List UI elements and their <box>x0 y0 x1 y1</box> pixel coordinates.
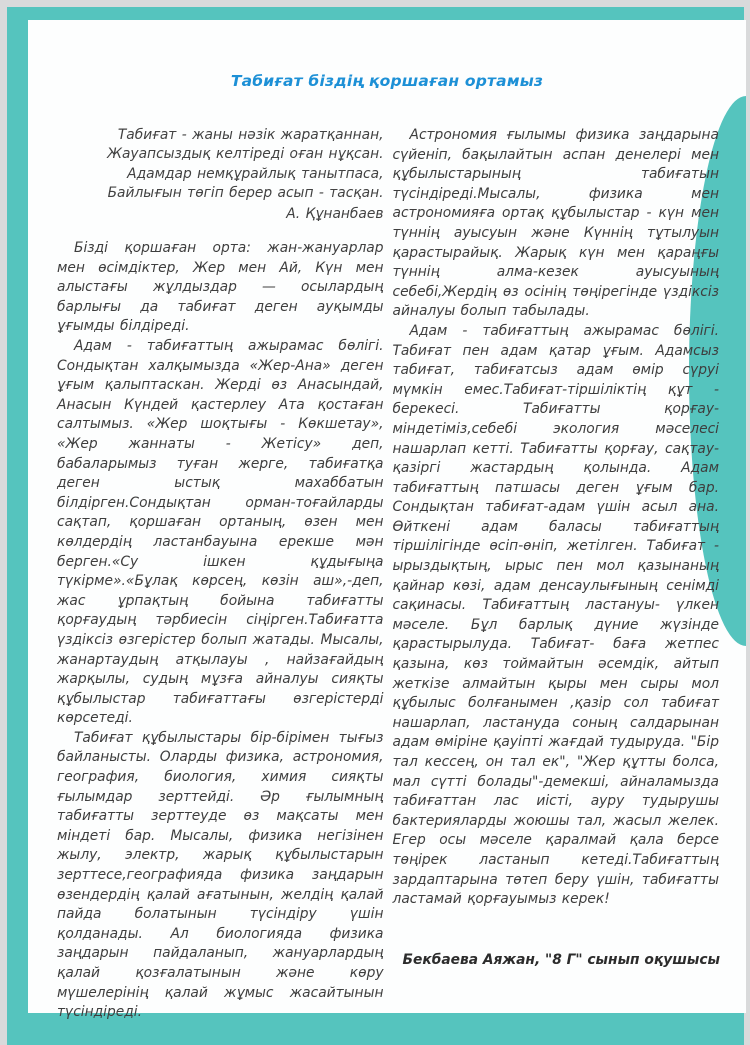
epigraph-author: А. Құнанбаев <box>286 205 384 222</box>
epigraph-line: Жауапсыздық келтіреді оған нұқсан. <box>107 146 384 163</box>
text-columns <box>57 126 719 1023</box>
author-signature: Бекбаева Аяжан, "8 Г" сынып оқушысы <box>402 952 720 968</box>
paragraph: Адам - табиғаттың ажырамас бөлігі. Табиғат пен адам қатар ұғым. Адамсыз табиғат, табиғатсыз адам өмір сүруі мүмкін емес.Табиғат-тіршіліктің құт - берекесі. Табиғатты қорғау- міндетіміз,себебі экология мәселесі нашарлап кетті. Табиғатты қорғау, сақтау- қазіргі жастардың қолында. Адам табиғаттың патшасы деген ұғым бар. Сондықтан табиғат-адам үшін асыл ана. Өйткені адам баласы табиғаттың тіршілігінде өсіп-өніп, жетілген. Табиғат - ырыздықтың, ырыс пен мол қазынаның қайнар көзі, адам денсаулығының сенімді сақинасы. Табиғаттың ластануы- үлкен мәселе. Бұл барлық дүние жүзінде қарастырылуда. Табиғат- баға жетпес қазына, көз тоймайтын әсемдік, айтып жеткізе алмайтын қыры мен сыры мол құбылыс болғанымен ,қазір сол табиғат нашарлап, ластануда соның салдарынан адам өміріне қауіпті жағдай тудыруда. "Бір тал кессең, он тал ек", "Жер құтты болса, мал сүтті болады"-демекші, айналамызда табиғаттан лас иісті, ауру тудырушы бактерияларды жоюшы тал, жасыл желек. Егер осы мәселе қаралмай қала берсе төңірек ластанып кетеді.Табиғаттың зардаптарына төтеп беру үшін, табиғатты ластамай қорғауымыз керек! <box>392 322 719 908</box>
epigraph <box>57 126 384 224</box>
epigraph-line: Байлығын төгіп берер асып - тасқан. <box>107 185 384 202</box>
paragraph: Адам - табиғаттың ажырамас бөлігі. Сондықтан халқымызда «Жер-Ана» деген ұғым қалыптаскан. Жерді өз Анасындай, Анасын Күндей қастерлеу Ата қостаған салтымыз. «Жер шоқтығы - Көкшетау», «Жер жаннаты - Жетісу» деп, бабаларымыз туған жерге, табиғатқа деген ыстық махаббатын білдірген.Сондықтан орман-тоғайларды сақтап, қоршаған ортаның, өзен мен көлдердің ластанбауына ерекше мән берген.«Су ішкен құдығыңа түкірме».«Бұлақ көрсең, көзін аш»,-деп, жас ұрпақтың бойына табиғатты қорғаудың тәрбиесін сіңірген.Табиғатта үздіксіз өзгерістер болып жатады. Мысалы, жанартаудың атқылауы , найзағайдың жарқылы, судың мұзға айналуы сияқты құбылыстар табиғаттағы өзгерістерді көрсетеді. <box>57 338 384 727</box>
paragraph: Бізді қоршаған орта: жан-жануарлар мен өсімдіктер, Жер мен Ай, Күн мен алыстағы жұлдыздар — осылардың барлығы да табиғат деген ауқымды ұғымды білдіреді. <box>57 240 384 335</box>
epigraph-line: Адамдар немқұрайлық танытпаса, <box>127 165 384 182</box>
left-column <box>57 126 384 1023</box>
page-title: Табиғат біздің қоршаған ортамыз <box>230 72 544 90</box>
paragraph: Табиғат құбылыстары бір-бірімен тығыз байланысты. Оларды физика, астрономия, география, биология, химия сияқты ғылымдар зерттейді. Әр ғылымның табиғатты зерттеуде өз мақсаты мен міндеті бар. Мысалы, физика негізінен жылу, электр, жарық құбылыстарын зерттесе,географияда физика заңдарын өзендердің қалай ағатынын, желдің қалай пайда болатынын түсіндіру үшін қолданады. Ал биологияда физика заңдарын пайдаланып, жануарлардың қалай қозғалатынын және көру мүшелерінің қалай жұмыс жасайтынын түсіндіреді. <box>57 729 384 1021</box>
epigraph-line: Табиғат - жаны нәзік жаратқаннан, <box>117 127 384 143</box>
paragraph: Астрономия ғылымы физика заңдарына сүйеніп, бақылайтын аспан денелері мен құбылыстарының табиғатын түсіндіреді.Мысалы, физика мен астрономияға ортақ құбылыстар - күн мен түннің ауысуын және Күннің тұтылуын қарастырайық. Жарық күн мен қараңғы түннің алма-кезек ауысуының себебі,Жердің өз осінің төңірегінде үздіксіз айналуы болып табылады. <box>392 127 719 320</box>
right-column <box>393 126 720 1023</box>
